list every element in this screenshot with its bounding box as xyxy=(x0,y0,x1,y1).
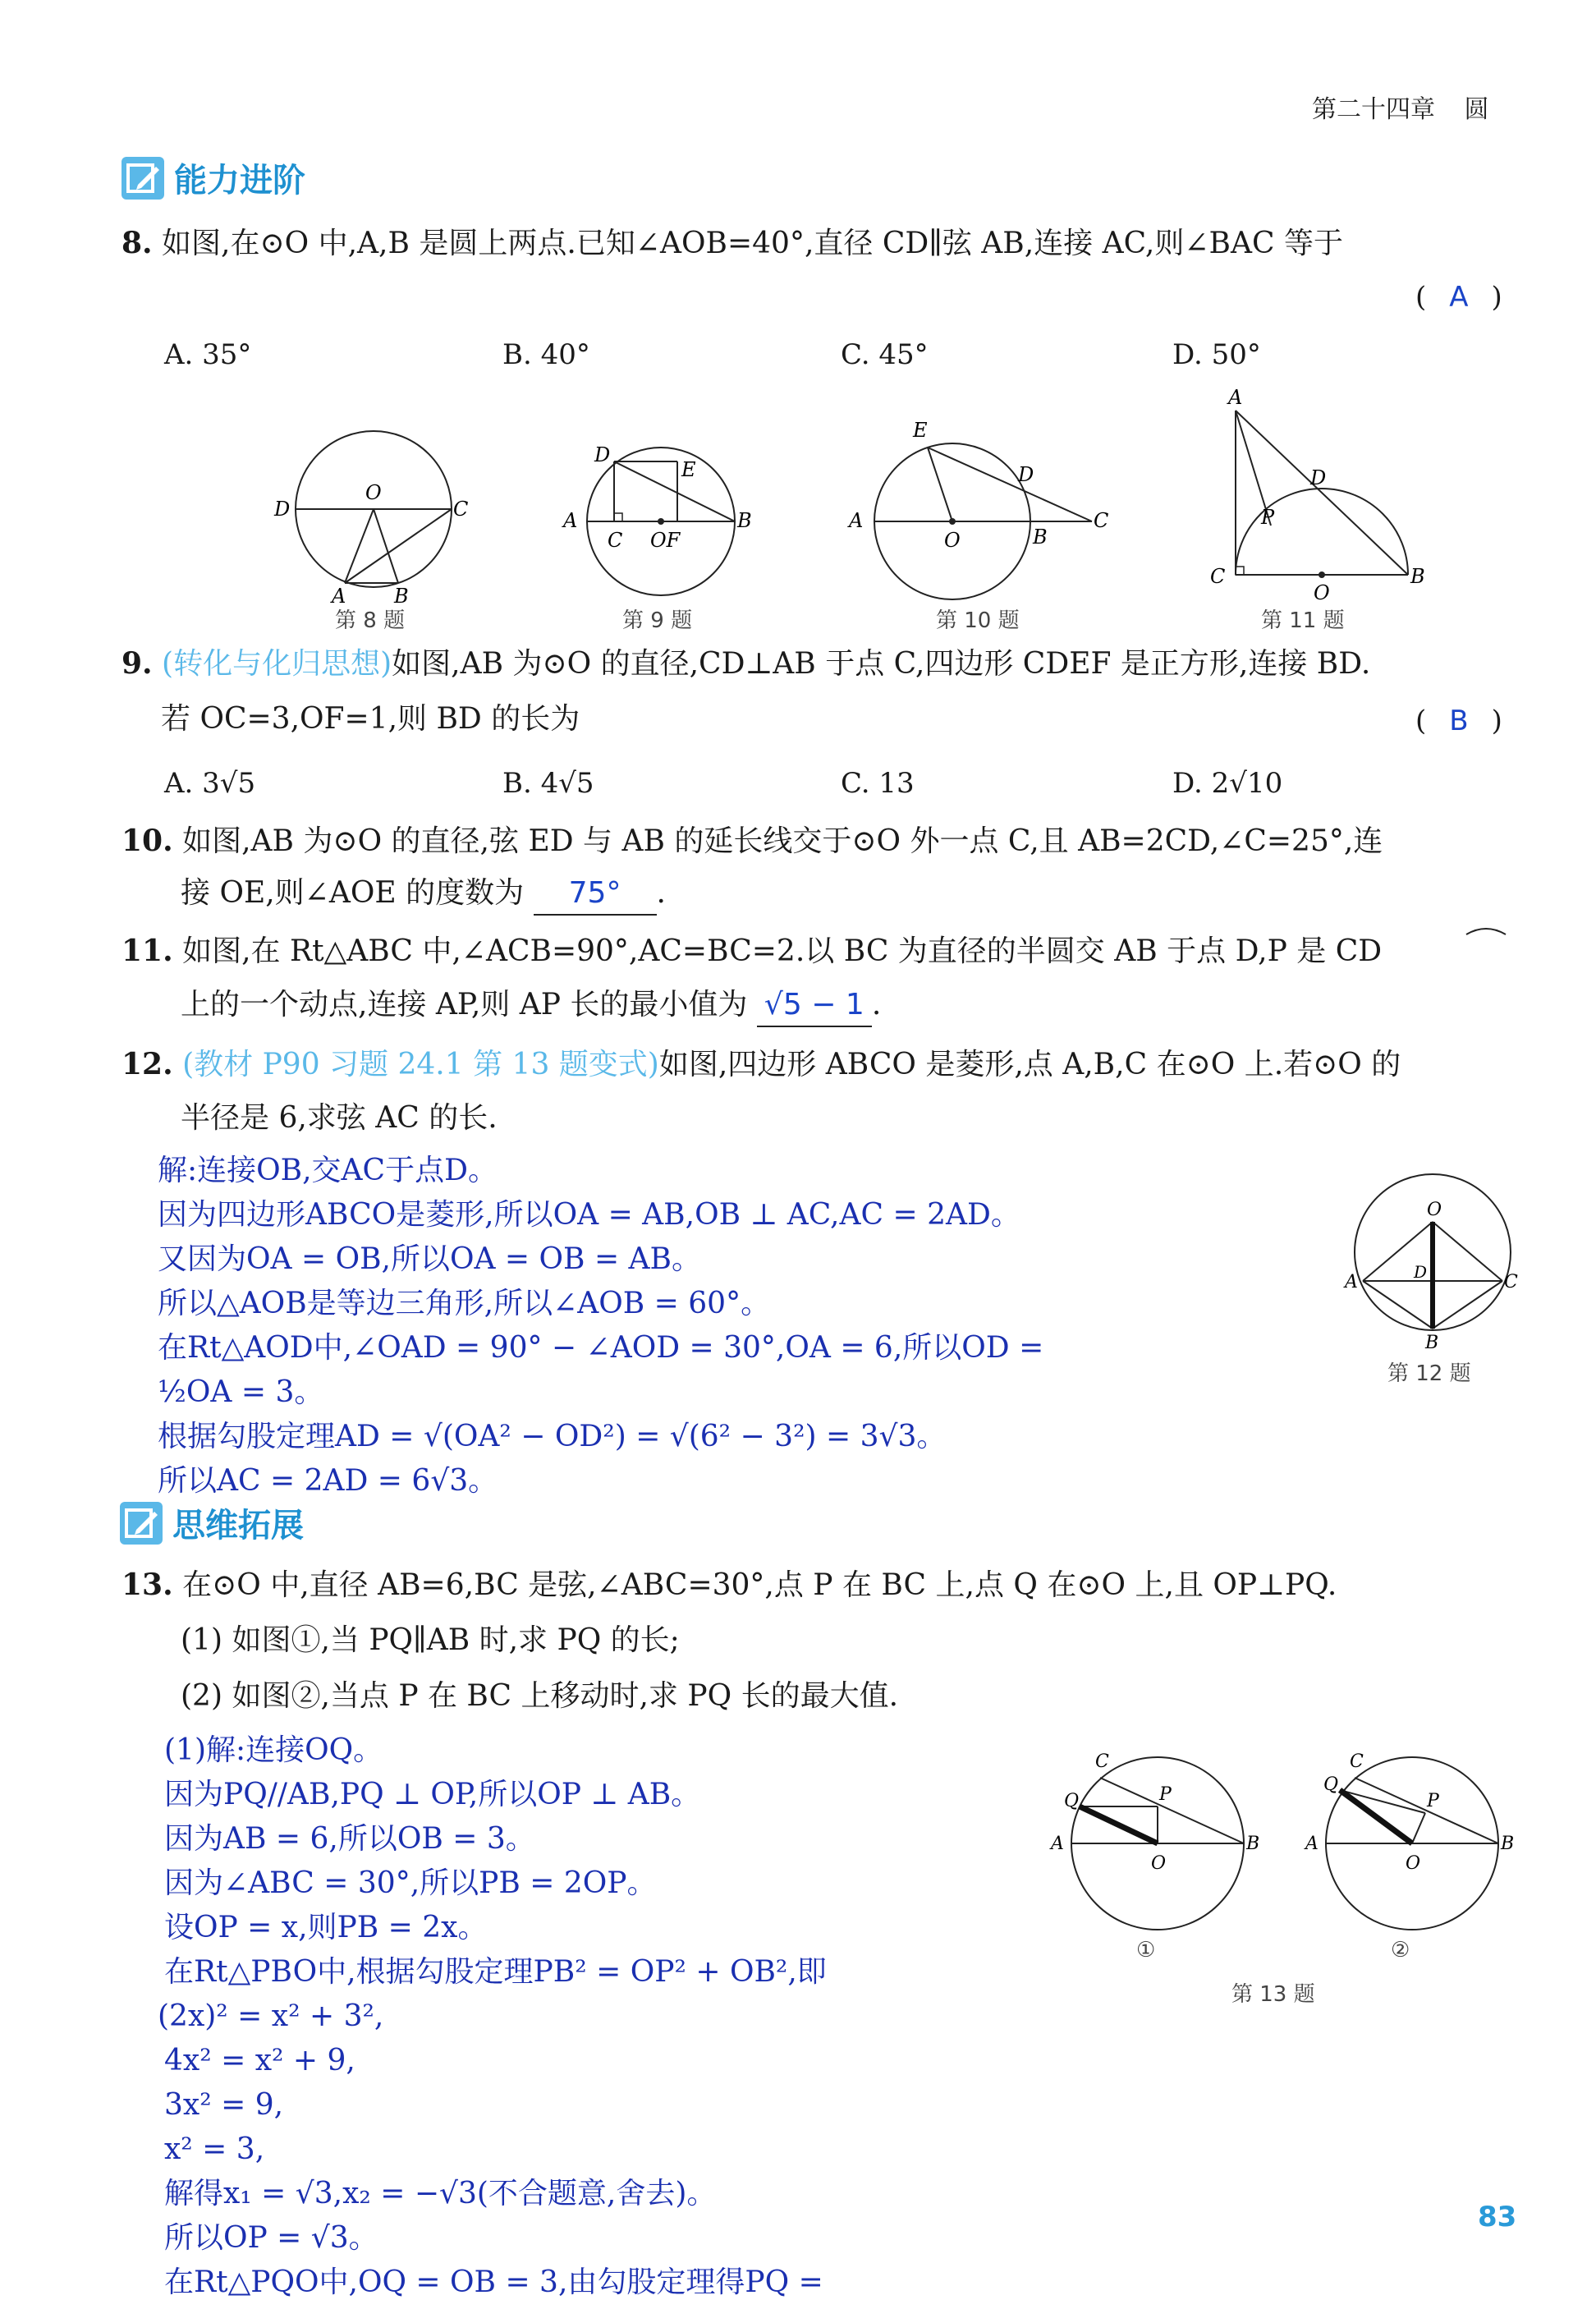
solution-line: 因为四边形ABCO是菱形,所以OA = AB,OB ⊥ AC,AC = 2AD。 xyxy=(158,1198,1020,1232)
option-c: C. 45° xyxy=(841,338,929,371)
answer-bracket-9: ( B ) xyxy=(1415,705,1502,737)
solution-line: (1)解:连接OQ。 xyxy=(164,1733,383,1767)
svg-text:B: B xyxy=(1410,565,1425,588)
question-text: 如图,在 Rt△ABC 中,∠ACB=90°,AC=BC=2.以 BC 为直径的半圆交 AB 于点 D,P 是 CD xyxy=(182,934,1383,968)
solution-line: 在Rt△PBO中,根据勾股定理PB² = OP² + OB²,即 xyxy=(164,1955,827,1989)
section-ability xyxy=(122,154,305,201)
question-text: 如图,四边形 ABCO 是菱形,点 A,B,C 在⊙O 上.若⊙O 的 xyxy=(658,1048,1401,1081)
question-text: 上的一个动点,连接 AP,则 AP 长的最小值为 xyxy=(181,988,748,1021)
caption-fig13: 第 13 题 xyxy=(1231,1982,1315,2007)
solution-line: 又因为OA = OB,所以OA = OB = AB。 xyxy=(158,1242,702,1276)
caption-fig13-1: ① xyxy=(1136,1938,1156,1962)
option-d: D. 2√10 xyxy=(1172,767,1283,800)
question-12 xyxy=(122,1044,1401,1086)
solution-line: (2x)² = x² + 3², xyxy=(158,1999,384,2033)
sentence-end: . xyxy=(656,876,666,910)
chapter-header xyxy=(1312,89,1489,125)
svg-text:E: E xyxy=(681,458,696,481)
svg-text:O: O xyxy=(1151,1853,1167,1874)
figure-13-1 xyxy=(1049,1751,1259,1930)
caption-fig10: 第 10 题 xyxy=(936,608,1020,633)
chapter-label: 第二十四章 xyxy=(1312,95,1435,124)
svg-text:A: A xyxy=(849,509,864,532)
answer-blank: 75° xyxy=(534,874,657,916)
solution-line: 解得x₁ = √3,x₂ = −√3(不合题意,舍去)。 xyxy=(164,2177,717,2210)
question-9-line2: 若 OC=3,OF=1,则 BD 的长为 xyxy=(161,702,580,736)
svg-text:P: P xyxy=(1261,506,1275,529)
question-number: 10. xyxy=(122,824,173,858)
solution-line: 因为AB = 6,所以OB = 3。 xyxy=(164,1822,535,1856)
pencil-icon xyxy=(122,157,164,200)
section-title: 能力进阶 xyxy=(174,162,305,200)
svg-text:E: E xyxy=(913,419,928,442)
pencil-icon xyxy=(120,1502,163,1545)
question-13-part2: (2) 如图②,当点 P 在 BC 上移动时,求 PQ 长的最大值. xyxy=(181,1679,899,1713)
question-13-part1: (1) 如图①,当 PQ∥AB 时,求 PQ 的长; xyxy=(181,1623,680,1657)
svg-text:C: C xyxy=(1095,1751,1109,1772)
question-number: 9. xyxy=(122,646,153,681)
svg-text:A: A xyxy=(1051,1834,1064,1854)
figure-13 xyxy=(1043,1741,1535,1971)
question-text: 如图,AB 为⊙O 的直径,弦 ED 与 AB 的延长线交于⊙O 外一点 C,且 AB=2CD,∠C=25°,连 xyxy=(182,824,1383,858)
caption-fig13-2: ② xyxy=(1391,1938,1410,1962)
question-number: 11. xyxy=(122,934,173,968)
answer-value: B xyxy=(1449,705,1469,737)
svg-text:B: B xyxy=(737,509,752,532)
caption-fig11: 第 11 题 xyxy=(1261,608,1345,633)
arc-symbol xyxy=(1463,923,1509,936)
solution-line: 在Rt△AOD中,∠OAD = 90° − ∠AOD = 30°,OA = 6,所以OD = xyxy=(158,1331,1044,1365)
answer-value: A xyxy=(1449,281,1469,314)
question-12-line2: 半径是 6,求弦 AC 的长. xyxy=(181,1101,498,1135)
svg-text:O: O xyxy=(365,481,382,504)
option-b: B. 40° xyxy=(502,338,590,371)
section-thinking xyxy=(120,1499,304,1546)
svg-text:O: O xyxy=(1314,581,1330,604)
question-tag: (转化与化归思想) xyxy=(162,647,392,681)
svg-text:A: A xyxy=(1345,1272,1358,1292)
solution-line: 所以△AOB是等边三角形,所以∠AOB = 60°。 xyxy=(158,1287,771,1320)
figure-13-2 xyxy=(1304,1751,1514,1930)
solution-12 xyxy=(158,1153,1043,1508)
svg-text:B: B xyxy=(1033,526,1048,549)
svg-text:B: B xyxy=(394,585,409,608)
svg-text:C: C xyxy=(1094,509,1109,532)
question-number: 12. xyxy=(122,1047,173,1081)
section-title: 思维拓展 xyxy=(172,1507,304,1545)
question-11 xyxy=(122,931,1382,972)
question-13 xyxy=(122,1565,1337,1606)
svg-text:A: A xyxy=(1228,386,1243,409)
svg-text:O: O xyxy=(1406,1853,1421,1874)
solution-line: 设OP = x,则PB = 2x。 xyxy=(164,1911,488,1944)
question-text: 在⊙O 中,直径 AB=6,BC 是弦,∠ABC=30°,点 P 在 BC 上,点 Q 在⊙O 上,且 OP⊥PQ. xyxy=(182,1568,1337,1602)
solution-line: 解:连接OB,交AC于点D。 xyxy=(158,1154,498,1187)
question-text: 如图,在⊙O 中,A,B 是圆上两点.已知∠AOB=40°,直径 CD∥弦 AB,连接 AC,则∠BAC 等于 xyxy=(162,227,1343,260)
option-b: B. 4√5 xyxy=(502,767,594,800)
svg-text:C: C xyxy=(1504,1272,1518,1292)
solution-13 xyxy=(158,1733,827,2309)
solution-line: 在Rt△PQO中,OQ = OB = 3,由勾股定理得PQ = xyxy=(164,2265,823,2299)
question-8 xyxy=(122,223,1343,264)
question-10 xyxy=(122,821,1383,862)
figure-8 xyxy=(263,419,476,608)
solution-line: 3x² = 9, xyxy=(164,2088,284,2122)
svg-text:O: O xyxy=(1427,1200,1442,1220)
svg-text:B: B xyxy=(1501,1834,1515,1854)
question-number: 8. xyxy=(122,226,153,260)
caption-fig12: 第 12 题 xyxy=(1387,1361,1471,1386)
solution-line: 4x² = x² + 9, xyxy=(164,2044,355,2077)
question-tag: (教材 P90 习题 24.1 第 13 题变式) xyxy=(182,1048,659,1081)
option-a: A. 35° xyxy=(164,338,252,371)
svg-text:C: C xyxy=(453,498,469,521)
answer-bracket-8: ( A ) xyxy=(1415,281,1502,314)
answer-blank: √5 − 1 xyxy=(757,985,872,1027)
svg-text:D: D xyxy=(1018,463,1034,486)
solution-line: 所以AC = 2AD = 6√3。 xyxy=(158,1464,498,1498)
page-number: 83 xyxy=(1478,2201,1517,2233)
solution-line: ½OA = 3。 xyxy=(158,1375,324,1409)
question-text: 接 OE,则∠AOE 的度数为 xyxy=(181,876,525,910)
svg-text:B: B xyxy=(1425,1333,1439,1353)
svg-text:D: D xyxy=(274,498,291,521)
svg-text:A: A xyxy=(332,585,346,608)
option-a: A. 3√5 xyxy=(164,767,256,800)
question-text: 如图,AB 为⊙O 的直径,CD⊥AB 于点 C,四边形 CDEF 是正方形,连接 BD. xyxy=(392,647,1371,681)
svg-text:B: B xyxy=(1246,1834,1260,1854)
caption-fig8: 第 8 题 xyxy=(335,608,406,633)
svg-text:OF: OF xyxy=(650,529,681,552)
chapter-title: 圆 xyxy=(1464,95,1489,124)
solution-line: 根据勾股定理AD = √(OA² − OD²) = √(6² − 3²) = 3√3。 xyxy=(158,1420,947,1453)
figure-12 xyxy=(1338,1158,1535,1353)
svg-text:P: P xyxy=(1159,1784,1172,1805)
solution-line: 因为PQ//AB,PQ ⊥ OP,所以OP ⊥ AB。 xyxy=(164,1778,701,1811)
question-9 xyxy=(122,644,1370,685)
sentence-end: . xyxy=(871,988,882,1021)
svg-text:C: C xyxy=(608,529,623,552)
svg-text:D: D xyxy=(594,443,611,466)
figure-9 xyxy=(558,435,764,608)
svg-text:O: O xyxy=(944,529,961,552)
option-c: C. 13 xyxy=(841,767,915,800)
solution-line: 所以OP = √3。 xyxy=(164,2221,378,2255)
question-11-line2 xyxy=(181,985,881,1027)
solution-line: 因为∠ABC = 30°,所以PB = 2OP。 xyxy=(164,1866,657,1900)
svg-text:C: C xyxy=(1350,1751,1364,1772)
question-10-line2 xyxy=(181,874,666,916)
svg-text:Q: Q xyxy=(1064,1791,1080,1811)
caption-fig9: 第 9 题 xyxy=(622,608,693,633)
svg-text:Q: Q xyxy=(1323,1774,1339,1795)
svg-text:A: A xyxy=(1305,1834,1319,1854)
question-number: 13. xyxy=(122,1568,173,1602)
svg-text:D: D xyxy=(1414,1262,1428,1282)
svg-text:D: D xyxy=(1310,466,1327,489)
svg-text:C: C xyxy=(1210,565,1226,588)
option-d: D. 50° xyxy=(1172,338,1261,371)
figure-10 xyxy=(846,419,1117,608)
svg-text:P: P xyxy=(1427,1791,1439,1811)
solution-line: x² = 3, xyxy=(164,2132,265,2166)
svg-text:A: A xyxy=(563,509,578,532)
figure-11 xyxy=(1199,386,1425,608)
